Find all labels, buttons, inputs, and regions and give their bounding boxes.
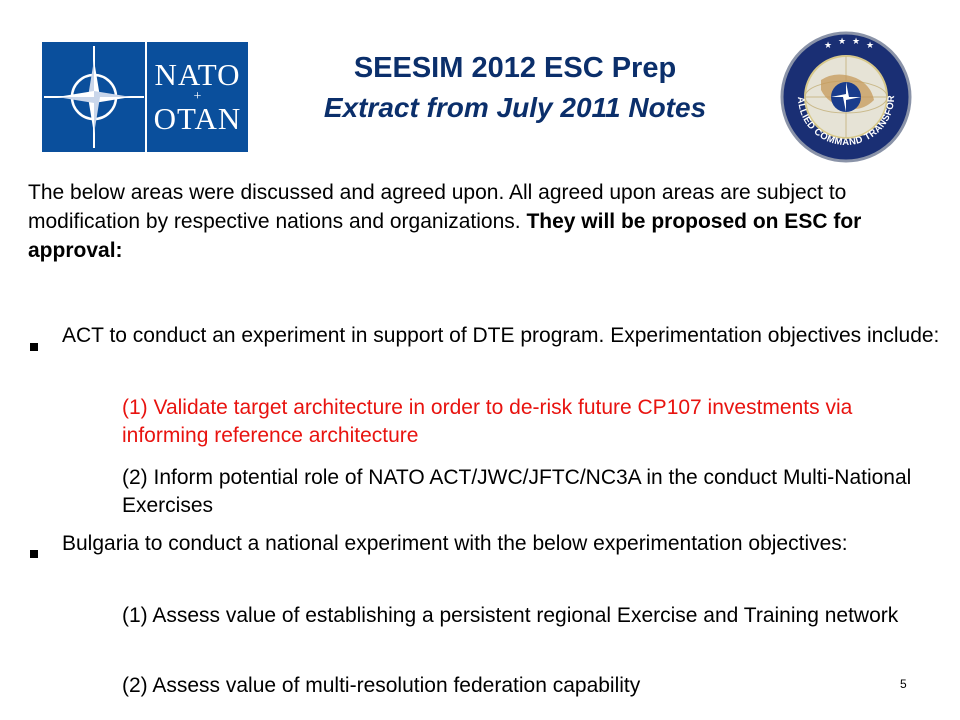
intro-plain-text: The below areas were discussed and agreed upon. All agreed upon areas are subject to modification by respective nations and organizations. bbox=[28, 181, 847, 233]
intro-paragraph bbox=[28, 178, 943, 265]
act-seal-logo bbox=[776, 30, 916, 164]
title-line-2: Extract from July 2011 Notes bbox=[323, 92, 707, 123]
bullet-marker bbox=[30, 550, 38, 558]
nato-logo bbox=[42, 42, 248, 152]
bullet-item-act: ACT to conduct an experiment in support of DTE program. Experimentation objectives include: bbox=[62, 324, 940, 347]
page-number: 5 bbox=[900, 677, 907, 691]
svg-text:★: ★ bbox=[852, 37, 861, 47]
bulgaria-objective-2 bbox=[28, 672, 943, 700]
intro-bold-text: They will be proposed on ESC for approval: bbox=[28, 210, 862, 262]
svg-text:★: ★ bbox=[838, 37, 847, 47]
nato-word: NATO bbox=[154, 57, 241, 92]
act-objective-2-text: (2) Inform potential role of NATO ACT/JWC/JFTC/NC3A in the conduct Multi-National Exercises bbox=[122, 466, 912, 517]
bulgaria-objective-2-text: (2) Assess value of multi-resolution federation capability bbox=[122, 674, 641, 697]
bulgaria-objective-1-text: (1) Assess value of establishing a persistent regional Exercise and Training network bbox=[122, 604, 899, 627]
wordmark-separator: + bbox=[193, 89, 202, 104]
bullet-item-bulgaria: Bulgaria to conduct a national experiment with the below experimentation objectives: bbox=[62, 532, 848, 555]
svg-text:★: ★ bbox=[824, 41, 833, 51]
act-objective-2 bbox=[28, 464, 943, 520]
act-ring-text: ALLIED COMMAND TRANSFOR bbox=[794, 94, 898, 149]
slide-title bbox=[270, 48, 760, 128]
bullet-marker bbox=[30, 343, 38, 351]
svg-text:★: ★ bbox=[866, 41, 875, 51]
title-line-1: SEESIM 2012 ESC Prep bbox=[353, 52, 677, 84]
act-objective-1 bbox=[28, 394, 943, 450]
nato-compass-star-icon bbox=[42, 42, 145, 152]
otan-word: OTAN bbox=[153, 101, 242, 136]
nato-otan-wordmark bbox=[145, 42, 248, 152]
bulgaria-objective-1 bbox=[28, 602, 943, 630]
act-objective-1-text: (1) Validate target architecture in order to de-risk future CP107 investments via informing reference architecture bbox=[122, 396, 853, 447]
